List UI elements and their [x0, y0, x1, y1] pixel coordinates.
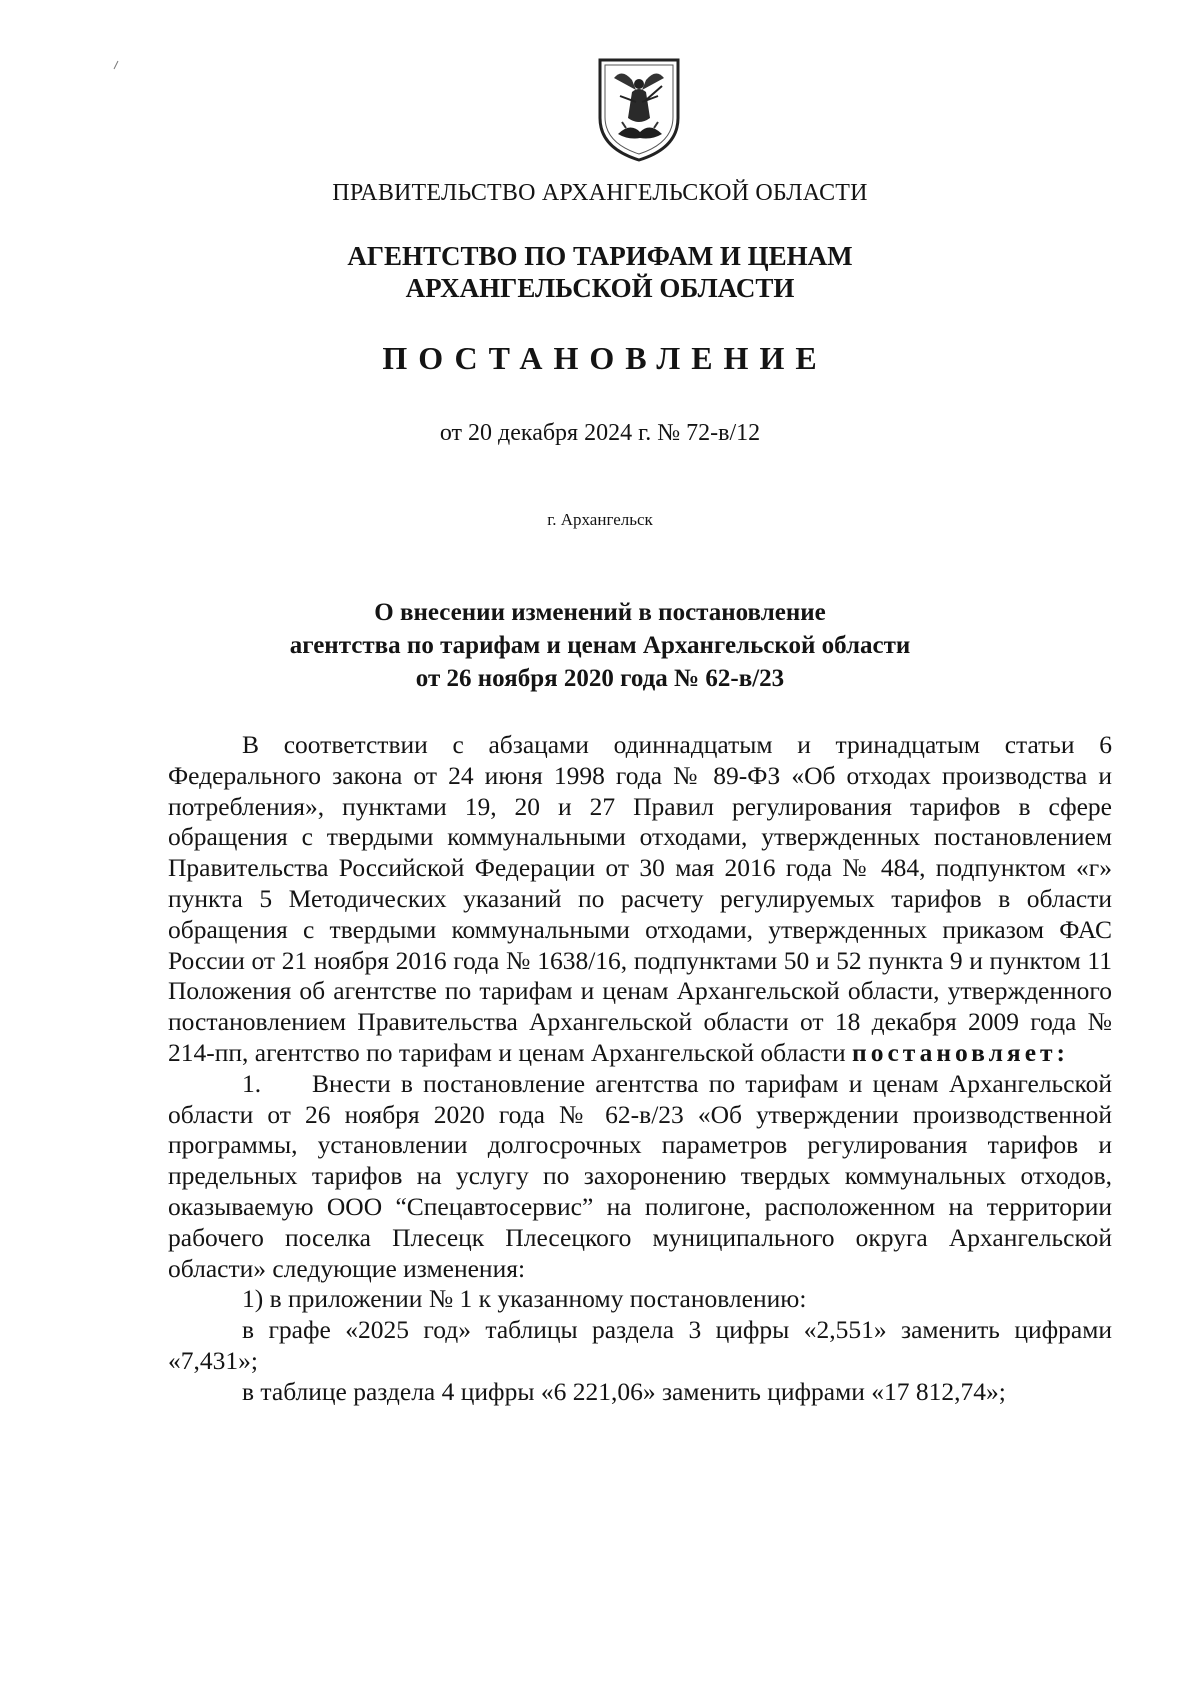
subitem1-text: 1) в приложении № 1 к указанному постановлению: — [242, 1284, 807, 1314]
agency-name-line1: АГЕНТСТВО ПО ТАРИФАМ И ЦЕНАМ — [347, 241, 853, 271]
document-subject — [0, 596, 1200, 695]
document-date-number: от 20 декабря 2024 г. № 72-в/12 — [439, 420, 761, 446]
document-type-title: ПОСТАНОВЛЕНИЕ — [382, 340, 828, 376]
agency-name-line2: АРХАНГЕЛЬСКОЙ ОБЛАСТИ — [405, 273, 795, 303]
coat-of-arms-emblem-icon — [596, 56, 682, 164]
item1-paragraph — [168, 1069, 1112, 1285]
subject-line1: О внесении изменений в постановление — [374, 599, 826, 626]
resolves-word: постановляет: — [852, 1037, 1070, 1067]
change1-text: в графе «2025 год» таблицы раздела 3 цифры «2,551» заменить цифрами «7,431»; — [168, 1315, 1112, 1375]
change2-paragraph — [168, 1377, 1112, 1408]
government-name: ПРАВИТЕЛЬСТВО АРХАНГЕЛЬСКОЙ ОБЛАСТИ — [332, 180, 868, 206]
subject-line2: агентства по тарифам и ценам Архангельской области — [289, 632, 911, 659]
preamble-paragraph — [168, 730, 1112, 1069]
change1-paragraph — [168, 1315, 1112, 1377]
agency-name — [0, 240, 1200, 304]
item1-number: 1. — [242, 1068, 262, 1098]
item1-text: Внести в постановление агентства по тарифам и ценам Архангельской области от 26 ноября 2020 года № 62-в/23 «Об утверждении производственной программы, установлении долгосрочных параметров регулирования тарифов и предельных тарифов на услугу по захоронению твердых коммунальных отходов, оказываемую ООО “Спецавтосервис” на полигоне, расположенном на территории рабочего поселка Плесецк Плесецкого муниципального округа Архангельской области» следующие изменения: — [168, 1068, 1112, 1283]
document-body — [168, 730, 1112, 1408]
preamble-text: В соответствии с абзацами одиннадцатым и тринадцатым статьи 6 Федерального закона от 24 июня 1998 года № 89-ФЗ «Об отходах производства и потребления», пунктами 19, 20 и 27 Правил регулирования тарифов в сфере обращения с твердыми коммунальными отходами, утвержденных постановлением Правительства Российской Федерации от 30 мая 2016 года № 484, подпунктом «г» пункта 5 Методических указаний по расчету регулируемых тарифов в области обращения с твердыми коммунальными отходами, утвержденных приказом ФАС России от 21 ноября 2016 года № 1638/16, подпунктами 50 и 52 пункта 9 и пунктом 11 Положения об агентстве по тарифам и ценам Архангельской области, утвержденного постановлением Правительства Архангельской области от 18 декабря 2009 года № 214-пп, агентство по тарифам и ценам Архангельской области — [168, 730, 1112, 1067]
change2-text: в таблице раздела 4 цифры «6 221,06» заменить цифрами «17 812,74»; — [242, 1376, 1006, 1406]
subject-line3: от 26 ноября 2020 года № 62-в/23 — [415, 665, 785, 692]
subitem1-paragraph — [168, 1284, 1112, 1315]
stray-mark-icon — [113, 60, 119, 70]
document-city: г. Архангельск — [547, 510, 653, 529]
